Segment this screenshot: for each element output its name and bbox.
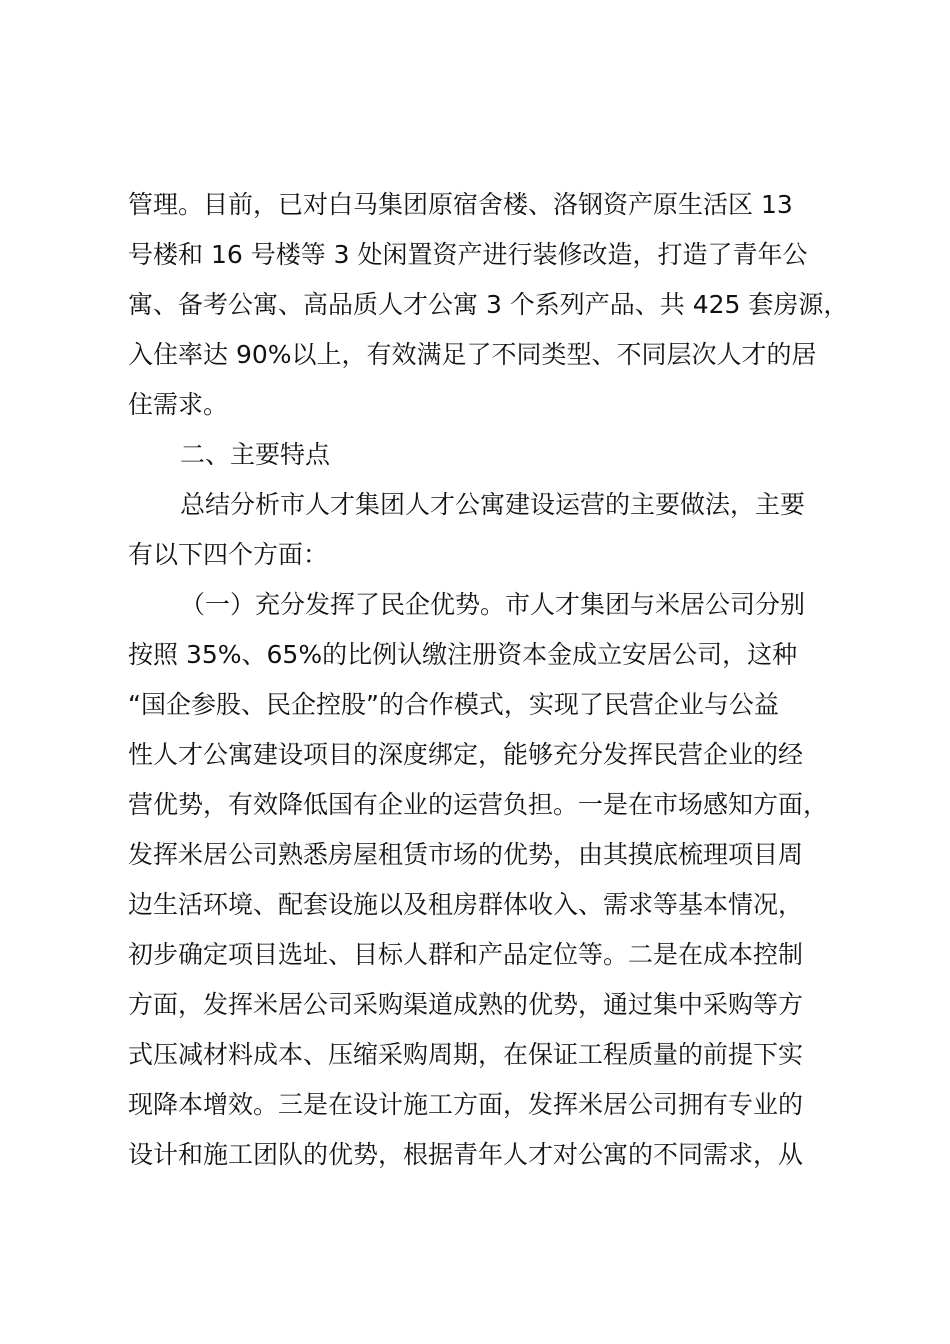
text-line: 发挥米居公司熟悉房屋租赁市场的优势，由其摸底梳理项目周	[128, 840, 804, 869]
text-line: 设计和施工团队的优势，根据青年人才对公寓的不同需求，从	[128, 1140, 804, 1169]
text-line: 方面，发挥米居公司采购渠道成熟的优势，通过集中采购等方	[128, 990, 804, 1019]
text-line: “国企参股、民企控股”的合作模式，实现了民营企业与公益	[128, 690, 779, 719]
text-line: 按照 35%、65%的比例认缴注册资本金成立安居公司，这种	[128, 640, 798, 669]
text-line: 管理。目前，已对白马集团原宿舍楼、洛钢资产原生活区 13	[128, 190, 793, 219]
section-heading: 二、主要特点	[180, 440, 331, 469]
text-line: 式压减材料成本、压缩采购周期，在保证工程质量的前提下实	[128, 1040, 804, 1069]
text-line: 寓、备考公寓、高品质人才公寓 3 个系列产品、共 425 套房源，	[128, 290, 849, 319]
text-line: 边生活环境、配套设施以及租房群体收入、需求等基本情况，	[128, 890, 804, 919]
text-line: 入住率达 90%以上，有效满足了不同类型、不同层次人才的居	[128, 340, 817, 369]
text-line: 初步确定项目选址、目标人群和产品定位等。二是在成本控制	[128, 940, 804, 969]
text-line: 住需求。	[128, 390, 229, 419]
text-line: 号楼和 16 号楼等 3 处闲置资产进行装修改造，打造了青年公	[128, 240, 808, 269]
text-line: 性人才公寓建设项目的深度绑定，能够充分发挥民营企业的经	[128, 740, 804, 769]
subsection-heading-line: （一）充分发挥了民企优势。市人才集团与米居公司分别	[180, 590, 806, 619]
body-text	[128, 180, 858, 1180]
text-line: 营优势，有效降低国有企业的运营负担。一是在市场感知方面，	[128, 790, 829, 819]
text-line: 现降本增效。三是在设计施工方面，发挥米居公司拥有专业的	[128, 1090, 804, 1119]
text-line: 总结分析市人才集团人才公寓建设运营的主要做法，主要	[180, 490, 806, 519]
text-line: 有以下四个方面：	[128, 540, 329, 569]
